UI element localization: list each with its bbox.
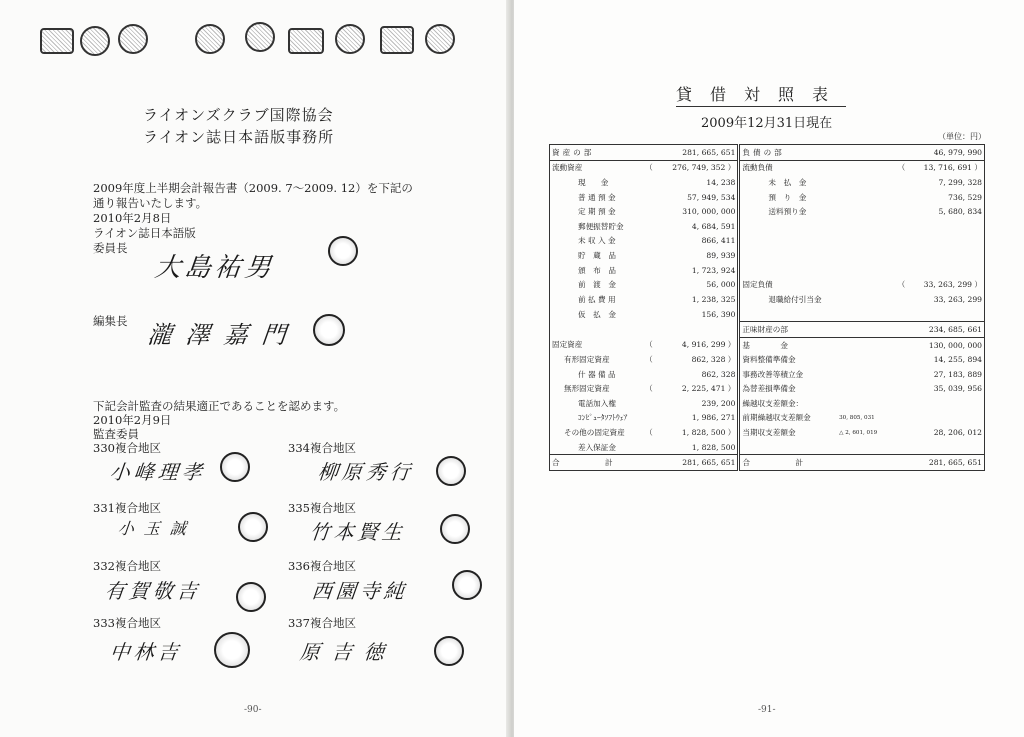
auditor-seal	[238, 512, 268, 542]
auditor-signature: 西園寺純	[310, 579, 410, 603]
liability-label: 当期収支差額金	[739, 425, 837, 440]
seal-row	[40, 22, 470, 62]
asset-paren	[641, 234, 657, 249]
liability-paren	[893, 352, 909, 367]
liability-amount: 736, 529	[910, 190, 985, 205]
asset-label: 流動資産	[550, 160, 641, 175]
auditor-district: 331複合地区	[93, 501, 161, 515]
liability-paren	[893, 425, 909, 440]
unit-label: （単位：円）	[938, 132, 986, 141]
liability-note	[837, 234, 893, 249]
auditor-seal	[452, 570, 482, 600]
balance-row	[550, 204, 985, 219]
seal-stamp	[288, 28, 324, 54]
asset-paren: （	[645, 355, 653, 365]
asset-label: 頒 布 品	[550, 263, 641, 278]
asset-amount: 1, 828, 500	[657, 440, 739, 455]
liability-note	[837, 263, 893, 278]
balance-row	[550, 234, 985, 249]
liability-label: 流動負債	[739, 160, 837, 175]
liability-paren	[893, 263, 909, 278]
balance-sheet-table	[549, 144, 985, 471]
liability-label: 繰越収支差額金：	[739, 396, 837, 411]
chairman-seal	[328, 236, 358, 266]
liability-paren	[893, 175, 909, 190]
liability-label: 為替差損準備金	[739, 382, 837, 397]
auditor-seal	[236, 582, 266, 612]
asset-amount: 866, 411	[657, 234, 739, 249]
liability-label	[739, 440, 837, 455]
asset-paren	[641, 396, 657, 411]
liability-paren: （	[897, 163, 906, 173]
liability-label: 正味財産の部	[739, 322, 837, 338]
asset-label: 固定資産	[550, 337, 641, 352]
auditor-seal	[436, 456, 466, 486]
asset-label: ｺﾝﾋﾟｭｰﾀｿﾌﾄｳｪｱ	[550, 411, 641, 426]
liability-amount: 33, 263, 299	[910, 292, 985, 307]
balance-row	[550, 382, 985, 397]
asset-amount: 1, 986, 271	[657, 411, 739, 426]
asset-paren	[641, 175, 657, 190]
asset-paren	[641, 292, 657, 307]
liability-paren	[893, 440, 909, 455]
seal-stamp	[380, 26, 414, 54]
seal-stamp	[245, 22, 275, 52]
balance-row	[550, 190, 985, 205]
asset-label: 貯 蔵 品	[550, 248, 641, 263]
auditor-district: 330複合地区	[93, 441, 161, 455]
liability-label: 基 金	[739, 337, 837, 352]
asset-label: 合 計	[550, 455, 641, 471]
liability-paren	[893, 219, 909, 234]
balance-row	[550, 440, 985, 455]
liability-label	[739, 248, 837, 263]
asset-amount: 276, 749, 352 ）	[657, 160, 739, 175]
seal-stamp	[40, 28, 74, 54]
auditor-signature: 柳原秀行	[316, 460, 416, 484]
auditor-signature: 小峰理孝	[108, 460, 208, 484]
liability-amount	[910, 234, 985, 249]
balance-row	[550, 292, 985, 307]
asset-amount: 239, 200	[657, 396, 739, 411]
liability-amount: 281, 665, 651	[910, 455, 985, 471]
asset-amount: 2, 225, 471 ）	[657, 382, 739, 397]
seal-stamp	[425, 24, 455, 54]
auditor-seal	[440, 514, 470, 544]
auditor-district: 335複合地区	[288, 501, 356, 515]
liability-label: 前期繰越収支差額金	[739, 411, 837, 426]
asset-label: その他の固定資産	[550, 425, 641, 440]
liability-amount: 130, 000, 000	[910, 337, 985, 352]
seal-stamp	[335, 24, 365, 54]
liability-paren	[893, 382, 909, 397]
liability-note	[837, 292, 893, 307]
liability-note	[837, 382, 893, 397]
liability-note: 30, 805, 031	[839, 414, 875, 421]
liability-note	[837, 322, 893, 338]
asset-paren	[641, 307, 657, 322]
asset-label: 無形固定資産	[550, 382, 641, 397]
report-line-2: 通り報告いたします。	[93, 196, 208, 210]
asset-label: 有形固定資産	[550, 352, 641, 367]
asset-amount: 310, 000, 000	[657, 204, 739, 219]
liability-label	[739, 219, 837, 234]
asset-paren	[641, 411, 657, 426]
liability-amount: 13, 716, 691 ）	[910, 160, 985, 175]
liability-paren	[893, 455, 909, 471]
liability-note	[837, 248, 893, 263]
asset-label: 前 渡 金	[550, 277, 641, 292]
asset-amount: 4, 916, 299 ）	[657, 337, 739, 352]
liability-note	[837, 307, 893, 322]
asset-paren: （	[645, 340, 653, 350]
liability-note	[837, 440, 893, 455]
auditor-signature: 原吉徳	[298, 640, 398, 664]
balance-row	[550, 352, 985, 367]
liability-amount	[910, 263, 985, 278]
balance-row	[550, 263, 985, 278]
page-number-right: -91-	[758, 705, 776, 715]
asset-amount: 156, 390	[657, 307, 739, 322]
liability-label: 固定負債	[739, 277, 837, 292]
auditor-seal	[220, 452, 250, 482]
asset-amount: 1, 238, 325	[657, 292, 739, 307]
liability-note	[837, 455, 893, 471]
liability-note	[837, 396, 893, 411]
balance-row	[550, 455, 985, 471]
liability-note	[837, 337, 893, 352]
chairman-label: 委員長	[93, 241, 128, 255]
asset-paren	[641, 219, 657, 234]
asset-amount: 4, 684, 591	[657, 219, 739, 234]
auditor-seal	[214, 632, 250, 668]
asset-paren: （	[645, 428, 653, 438]
asset-amount: 862, 328 ）	[657, 352, 739, 367]
asset-amount: 57, 949, 534	[657, 190, 739, 205]
asset-label: 普 通 預 金	[550, 190, 641, 205]
asset-amount: 14, 238	[657, 175, 739, 190]
auditor-district: 333複合地区	[93, 616, 161, 630]
liability-paren	[893, 190, 909, 205]
liability-note	[837, 175, 893, 190]
asset-paren	[641, 277, 657, 292]
balance-sheet-date: 2009年12月31日現在	[701, 116, 833, 131]
liability-note: △ 2, 601, 019	[839, 429, 878, 436]
org-line-2: ライオン誌日本語版事務所	[143, 128, 335, 146]
asset-paren	[641, 145, 657, 161]
liability-amount: 46, 979, 990	[910, 145, 985, 161]
asset-amount: 89, 939	[657, 248, 739, 263]
liability-label: 預 り 金	[739, 190, 837, 205]
liability-paren: （	[897, 280, 906, 290]
editor-signature: 瀧澤嘉門	[146, 321, 302, 349]
liability-label: 負債の部	[739, 145, 837, 161]
asset-amount: 1, 828, 500 ）	[657, 425, 739, 440]
seal-stamp	[195, 24, 225, 54]
asset-amount	[657, 322, 739, 338]
org-line-1: ライオンズクラブ国際協会	[143, 106, 334, 124]
liability-label	[739, 234, 837, 249]
liability-amount: 33, 263, 299 ）	[910, 277, 985, 292]
liability-amount: 35, 039, 956	[910, 382, 985, 397]
auditor-signature: 小玉誠	[116, 519, 197, 538]
liability-amount	[910, 248, 985, 263]
balance-row	[550, 396, 985, 411]
asset-label: 資産の部	[550, 145, 641, 161]
balance-row	[550, 411, 985, 426]
asset-label: 電話加入権	[550, 396, 641, 411]
balance-row	[550, 145, 985, 161]
editor-seal	[313, 314, 345, 346]
asset-label: 現 金	[550, 175, 641, 190]
asset-label: 差入保証金	[550, 440, 641, 455]
liability-note	[837, 160, 893, 175]
asset-paren: （	[645, 384, 653, 394]
editor-label: 編集長	[93, 314, 128, 328]
asset-amount: 281, 665, 651	[657, 145, 739, 161]
asset-paren	[641, 455, 657, 471]
auditor-district: 332複合地区	[93, 559, 161, 573]
date-1: 2010年2月8日	[93, 211, 172, 225]
asset-paren: （	[645, 163, 653, 173]
liability-note	[837, 277, 893, 292]
auditor-district: 336複合地区	[288, 559, 356, 573]
balance-row	[550, 425, 985, 440]
asset-label: 未 収 入 金	[550, 234, 641, 249]
liability-paren	[893, 145, 909, 161]
balance-row	[550, 277, 985, 292]
report-line-1: 2009年度上半期会計報告書（2009. 7〜2009. 12）を下記の	[93, 181, 413, 195]
balance-row	[550, 175, 985, 190]
liability-paren	[893, 322, 909, 338]
auditors-label: 監査委員	[93, 427, 139, 441]
left-page	[0, 0, 510, 737]
balance-row	[550, 307, 985, 322]
balance-row	[550, 322, 985, 338]
auditor-signature: 竹本賢生	[308, 520, 408, 544]
liability-paren	[893, 411, 909, 426]
asset-paren	[641, 263, 657, 278]
liability-amount	[910, 396, 985, 411]
liability-note	[837, 367, 893, 382]
asset-paren	[641, 367, 657, 382]
liability-amount	[910, 219, 985, 234]
seal-stamp	[118, 24, 148, 54]
liability-label: 資料整備準備金	[739, 352, 837, 367]
seal-stamp	[80, 26, 110, 56]
chairman-signature: 大島祐男	[153, 253, 277, 283]
liability-amount: 14, 255, 894	[910, 352, 985, 367]
date-2: 2010年2月9日	[93, 413, 172, 427]
liability-label: 送料預り金	[739, 204, 837, 219]
liability-note	[837, 219, 893, 234]
asset-amount: 1, 723, 924	[657, 263, 739, 278]
liability-paren	[893, 367, 909, 382]
liability-label: 合 計	[739, 455, 837, 471]
balance-sheet-title: 貸借対照表	[676, 82, 846, 107]
liability-label: 事務改善等積立金	[739, 367, 837, 382]
asset-label	[550, 322, 641, 338]
liability-note	[837, 190, 893, 205]
liability-paren	[893, 292, 909, 307]
liability-label	[739, 307, 837, 322]
asset-label: 仮 払 金	[550, 307, 641, 322]
asset-paren	[641, 204, 657, 219]
liability-amount: 234, 685, 661	[910, 322, 985, 338]
page-number-left: -90-	[244, 705, 262, 715]
liability-paren	[893, 307, 909, 322]
liability-amount	[910, 440, 985, 455]
balance-row	[550, 160, 985, 175]
auditor-seal	[434, 636, 464, 666]
liability-note	[837, 145, 893, 161]
asset-paren	[641, 190, 657, 205]
liability-note	[837, 204, 893, 219]
asset-paren	[641, 322, 657, 338]
publisher: ライオン誌日本語版	[93, 226, 196, 240]
liability-amount: 5, 680, 834	[910, 204, 985, 219]
audit-line: 下記会計監査の結果適正であることを認めます。	[93, 399, 346, 413]
liability-paren	[893, 248, 909, 263]
liability-amount: 28, 206, 012	[910, 425, 985, 440]
liability-paren	[893, 337, 909, 352]
liability-paren	[893, 234, 909, 249]
liability-paren	[893, 204, 909, 219]
balance-row	[550, 219, 985, 234]
asset-label: 郵便振替貯金	[550, 219, 641, 234]
liability-amount: 7, 299, 328	[910, 175, 985, 190]
liability-note	[837, 352, 893, 367]
asset-label: 什 器 備 品	[550, 367, 641, 382]
asset-label: 定 期 預 金	[550, 204, 641, 219]
asset-amount: 281, 665, 651	[657, 455, 739, 471]
balance-row	[550, 337, 985, 352]
auditor-district: 334複合地区	[288, 441, 356, 455]
asset-amount: 56, 000	[657, 277, 739, 292]
liability-amount	[910, 411, 985, 426]
auditor-signature: 中林吉	[108, 640, 184, 664]
liability-label: 退職給付引当金	[739, 292, 837, 307]
liability-label: 未 払 金	[739, 175, 837, 190]
auditor-signature: 有賀敬吉	[103, 579, 203, 603]
balance-row	[550, 367, 985, 382]
asset-amount: 862, 328	[657, 367, 739, 382]
asset-paren	[641, 440, 657, 455]
liability-amount	[910, 307, 985, 322]
auditor-district: 337複合地区	[288, 616, 356, 630]
balance-row	[550, 248, 985, 263]
liability-label	[739, 263, 837, 278]
asset-label: 前 払 費 用	[550, 292, 641, 307]
liability-paren	[893, 396, 909, 411]
liability-amount: 27, 183, 889	[910, 367, 985, 382]
asset-paren	[641, 248, 657, 263]
